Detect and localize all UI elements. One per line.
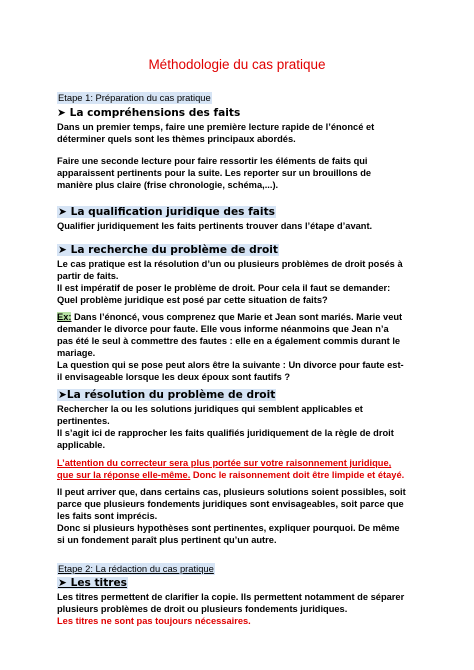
text-line: Il peut arriver que, dans certains cas, plusieurs solutions soient possibles, soit (57, 487, 406, 497)
text-line: il envisageable lorsque les deux époux sont fautifs ? (57, 372, 290, 383)
paragraph-resolution (57, 403, 429, 451)
text-line (57, 469, 429, 481)
example-first-line: Dans l’énoncé, vous comprenez que Marie et Jean sont mariés. Marie veut (71, 312, 403, 322)
section-heading-qualification (57, 206, 276, 219)
text-line: déterminer quels sont les thèmes principaux abordés. (57, 134, 296, 145)
text-line: Rechercher la ou les solutions juridiques qui semblent applicables et (57, 404, 363, 414)
text-line: Quel problème juridique est posé par cette situation de faits? (57, 295, 328, 306)
text-line: si un fondement paraît plus pertinent qu’un autre. (57, 535, 277, 546)
text-line: demander le divorce pour faute. Elle vous informe néanmoins que Jean n’a (57, 324, 389, 335)
paragraph-qualification (57, 220, 429, 232)
highlighted-heading-text: ➤La résolution du problème de droit (58, 389, 276, 401)
text-line: L’attention du correcteur sera plus portée sur votre raisonnement juridique, (57, 458, 392, 468)
text-line: Le cas pratique est la résolution d’un ou plusieurs problèmes de droit posés à (57, 259, 403, 269)
text-line: apparaissent pertinents pour la suite. Les reporter sur un brouillons de (57, 168, 372, 179)
text-line: manière plus claire (frise chronologie, schéma,...). (57, 180, 279, 191)
text-line: Faire une seconde lecture pour faire ressortir les éléments de faits qui (57, 156, 368, 166)
step-1-heading: Etape 1: Préparation du cas pratique (58, 92, 211, 103)
text-line: Il s’agit ici de rapprocher les faits qualifiés juridiquement de la règle de droit (57, 428, 394, 439)
text-line: plusieurs problèmes de droit ou plusieurs fondements juridiques. (57, 604, 348, 615)
section-heading-resolution (57, 389, 276, 402)
text-line (57, 311, 429, 323)
text-line: pertinentes. (57, 416, 110, 427)
section-heading-titles (57, 577, 128, 590)
text-line: Il est impératif de poser le problème de droit. Pour cela il faut se demander: (57, 283, 391, 294)
text-line: Les titres ne sont pas toujours nécessaires. (57, 616, 251, 627)
underlined-red-text: que sur la réponse elle-même. (57, 470, 191, 481)
text-line: partir de faits. (57, 271, 119, 282)
text-line: Dans un premier temps, faire une première lecture rapide de l’énoncé et (57, 122, 375, 132)
paragraph-titles (57, 591, 429, 627)
document-title: Méthodologie du cas pratique (148, 57, 326, 72)
highlighted-heading-text: ➤ Les titres (58, 577, 127, 589)
section-heading-facts: ➤ La compréhensions des faits (57, 107, 241, 119)
section-heading-legal-problem (57, 244, 279, 257)
step-2-heading: Etape 2: La rédaction du cas pratique (58, 563, 214, 574)
text-line: La question qui se pose peut alors être la suivante : Un divorce pour faute est- (57, 360, 404, 371)
paragraph-legal-problem (57, 258, 429, 306)
highlighted-heading-text: ➤ La recherche du problème de droit (58, 244, 278, 256)
paragraph-multiple-solutions (57, 486, 429, 546)
text-line: mariage. (57, 348, 96, 359)
text-line: applicable. (57, 440, 106, 451)
text-line: Les titres permettent de clarifier la copie. Ils permettent notamment de séparer (57, 592, 405, 602)
highlighted-heading-text: ➤ La qualification juridique des faits (58, 206, 275, 218)
text-line: Qualifier juridiquement les faits pertinents trouver dans l’étape d’avant. (57, 221, 373, 231)
paragraph-corrector-attention (57, 457, 429, 481)
text-line: pas été le seul à commettre des fautes : elle en a également commis durant le (57, 336, 401, 347)
red-text: Donc le raisonnement doit être limpide et étayé. (190, 470, 405, 481)
paragraph-facts-second-reading (57, 155, 429, 191)
text-line: parce que plusieurs fondements juridiques sont envisageables, soit parce que (57, 499, 404, 510)
text-line: Donc si plusieurs hypothèses sont pertinentes, expliquer pourquoi. De même (57, 523, 400, 534)
paragraph-facts-first-reading (57, 121, 429, 145)
text-line: les faits sont imprécis. (57, 511, 158, 522)
example-label: Ex: (57, 312, 72, 322)
paragraph-example (57, 311, 429, 384)
